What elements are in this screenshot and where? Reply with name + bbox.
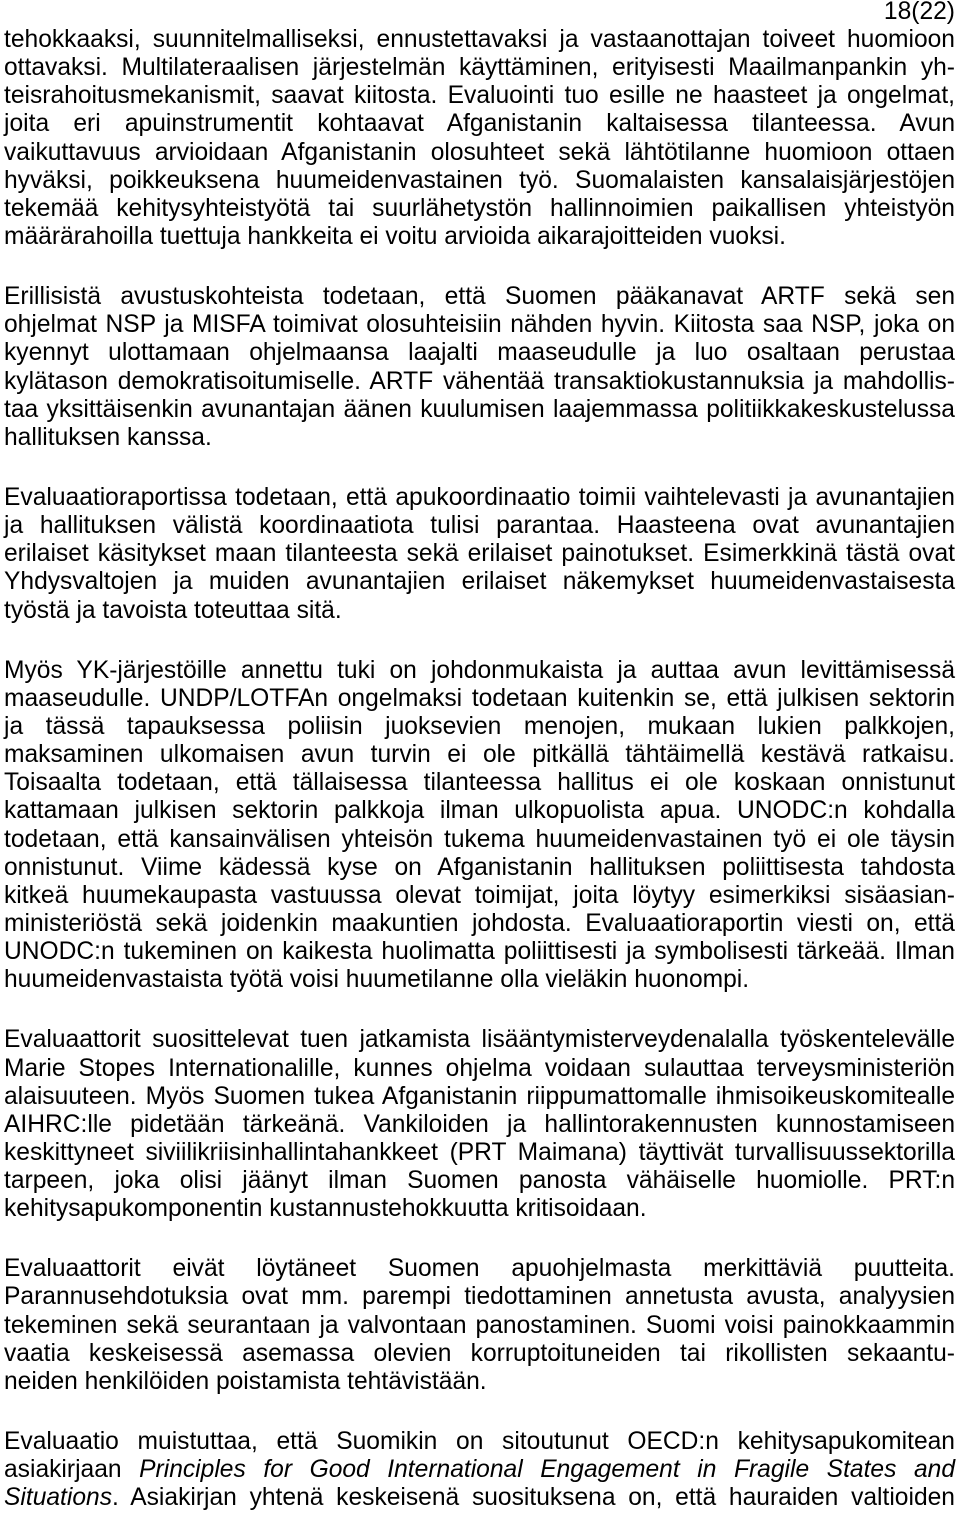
paragraph (4, 1255, 955, 1396)
text-line: todetaan, että kansainvälisen yhteisön tukema huumeidenvastainen työ ei ole täysin (4, 825, 955, 853)
text-line: määrärahoilla tuettuja hankkeita ei voitu arvioida aikarajoitteiden vuoksi. (4, 222, 786, 250)
text-line: keskittyneet siviilikriisinhallintahankkeet (PRT Maimana) täyttivät turvallisuussektorilla (4, 1138, 955, 1166)
text-line: Evaluaatioraportissa todetaan, että apukoordinaatio toimii vaihtelevasti ja avunantajien (4, 483, 955, 511)
text-line: onnistunut. Viime kädessä kyse on Afganistanin hallituksen poliittisesta tahdosta (4, 853, 955, 881)
paragraph (4, 1026, 955, 1223)
text-line: UNODC:n tukeminen on kaikesta huolimatta poliittisesti ja symbolisesti tärkeää. Ilman (4, 938, 955, 966)
paragraph (4, 1428, 955, 1512)
italic-document-title: Situations (4, 1484, 113, 1512)
text-line: AIHRC:lle pidetään tärkeänä. Vankiloiden ja hallintorakennusten kunnostamiseen (4, 1110, 955, 1138)
text-line: Marie Stopes Internationalille, kunnes ohjelma voidaan sulauttaa terveysministeriön (4, 1054, 955, 1082)
text-line: työstä ja tavoista toteuttaa sitä. (4, 596, 342, 624)
text-line: hyväksi, poikkeuksena huumeidenvastainen työ. Suomalaisten kansalaisjärjestöjen (4, 166, 955, 194)
text-line: Erillisistä avustuskohteista todetaan, että Suomen pääkanavat ARTF sekä sen (4, 283, 955, 311)
text-run: . Asiakirjan yhtenä keskeisenä suosituksena on, että hauraiden valtioiden (112, 1484, 955, 1512)
text-line: maaseudulle. UNDP/LOTFAn ongelmaksi todetaan kuitenkin se, että julkisen sektorin (4, 684, 955, 712)
text-line: tekemää kehitysyhteistyötä tai suurlähetystön hallinnoimien paikallisen yhteistyön (4, 194, 955, 222)
text-line: kitkeä huumekaupasta vastuussa olevat toimijat, joita löytyy esimerkiksi sisäasian- (4, 881, 955, 909)
text-line: taa yksittäisenkin avunantajan äänen kuulumisen laajemmassa politiikkakeskustelussa (4, 395, 955, 423)
text-line: ohjelmat NSP ja MISFA toimivat olosuhteisiin nähden hyvin. Kiitosta saa NSP, joka on (4, 311, 955, 339)
text-line: ottavaksi. Multilateraalisen järjestelmän käyttäminen, erityisesti Maailmanpankin yh- (4, 54, 955, 82)
text-line: vaikuttavuus arvioidaan Afganistanin olosuhteet sekä lähtötilanne huomioon ottaen (4, 138, 955, 166)
text-line: joita eri apuinstrumentit kohtaavat Afganistanin kaltaisessa tilanteessa. Avun (4, 110, 955, 138)
text-line: tarpeen, joka olisi jäänyt ilman Suomen panosta vähäiselle huomiolle. PRT:n (4, 1167, 955, 1195)
text-line: hallituksen kanssa. (4, 423, 212, 451)
text-line: vaatia keskeisessä asemassa olevien korruptoituneiden tai rikollisten sekaantu- (4, 1339, 955, 1367)
paragraph (4, 283, 955, 452)
text-line: Evaluaatio muistuttaa, että Suomikin on sitoutunut OECD:n kehitysapukomitean (4, 1428, 955, 1456)
text-line: Evaluaattorit suosittelevat tuen jatkamista lisääntymisterveydenalalla työskentelevälle (4, 1026, 955, 1054)
text-line: tekeminen sekä seurantaan ja valvontaan panostaminen. Suomi voisi painokkaammin (4, 1311, 955, 1339)
text-line: Yhdysvaltojen ja muiden avunantajien erilaiset näkemykset huumeidenvastaisesta (4, 568, 955, 596)
text-line: alaisuuteen. Myös Suomen tukea Afganistanin riippumattomalle ihmisoikeuskomitealle (4, 1082, 955, 1110)
text-line (4, 1456, 955, 1484)
document-body (4, 26, 955, 1512)
text-line: erilaiset käsitykset maan tilanteesta sekä erilaiset painotukset. Esimerkkinä tästä ovat (4, 540, 955, 568)
text-line: kylätason demokratisoitumiselle. ARTF vähentää transaktiokustannuksia ja mahdollis- (4, 367, 955, 395)
text-line: neiden henkilöiden poistamista tehtävistään. (4, 1367, 487, 1395)
paragraph (4, 26, 955, 251)
text-line: Parannusehdotuksia ovat mm. parempi tiedottaminen annetusta avusta, analyysien (4, 1283, 955, 1311)
text-line: huumeidenvastaista työtä voisi huumetilanne olla vieläkin huonompi. (4, 966, 750, 994)
text-line: ja tässä tapauksessa poliisin juoksevien menojen, mukaan lukien palkkojen, (4, 712, 955, 740)
paragraph (4, 484, 955, 625)
text-line: kattamaan julkisen sektorin palkkoja ilman ulkopuolista apua. UNODC:n kohdalla (4, 797, 955, 825)
text-line: maksaminen ulkomaisen avun turvin ei ole pitkällä tähtäimellä kestävä ratkaisu. (4, 741, 955, 769)
text-line: Evaluaattorit eivät löytäneet Suomen apuohjelmasta merkittäviä puutteita. (4, 1255, 955, 1283)
text-line: teisrahoitusmekanismit, saavat kiitosta. Evaluointi tuo esille ne haasteet ja ongelmat, (4, 82, 955, 110)
italic-document-title: Principles for Good International Engagement in Fragile States and (139, 1456, 956, 1484)
text-line: Toisaalta todetaan, että tällaisessa tilanteessa hallitus ei ole koskaan onnistunut (4, 769, 955, 797)
text-line: ministeriöstä sekä joidenkin maakuntien johdosta. Evaluaatioraportin viesti on, että (4, 909, 955, 937)
paragraph (4, 657, 955, 995)
text-line (4, 1484, 955, 1512)
text-line: Myös YK-järjestöille annettu tuki on johdonmukaista ja auttaa avun levittämisessä (4, 656, 955, 684)
text-line: ja hallituksen välistä koordinaatiota tulisi parantaa. Haasteena ovat avunantajien (4, 512, 955, 540)
text-line: kehitysapukomponentin kustannustehokkuutta kritisoidaan. (4, 1195, 647, 1223)
text-line: kyennyt ulottamaan ohjelmaansa laajalti maaseudulle ja luo osaltaan perustaa (4, 339, 955, 367)
text-line: tehokkaaksi, suunnitelmalliseksi, ennustettavaksi ja vastaanottajan toiveet huomioon (4, 26, 955, 53)
text-run: asiakirjaan (4, 1456, 140, 1484)
page-number: 18(22) (883, 0, 955, 25)
